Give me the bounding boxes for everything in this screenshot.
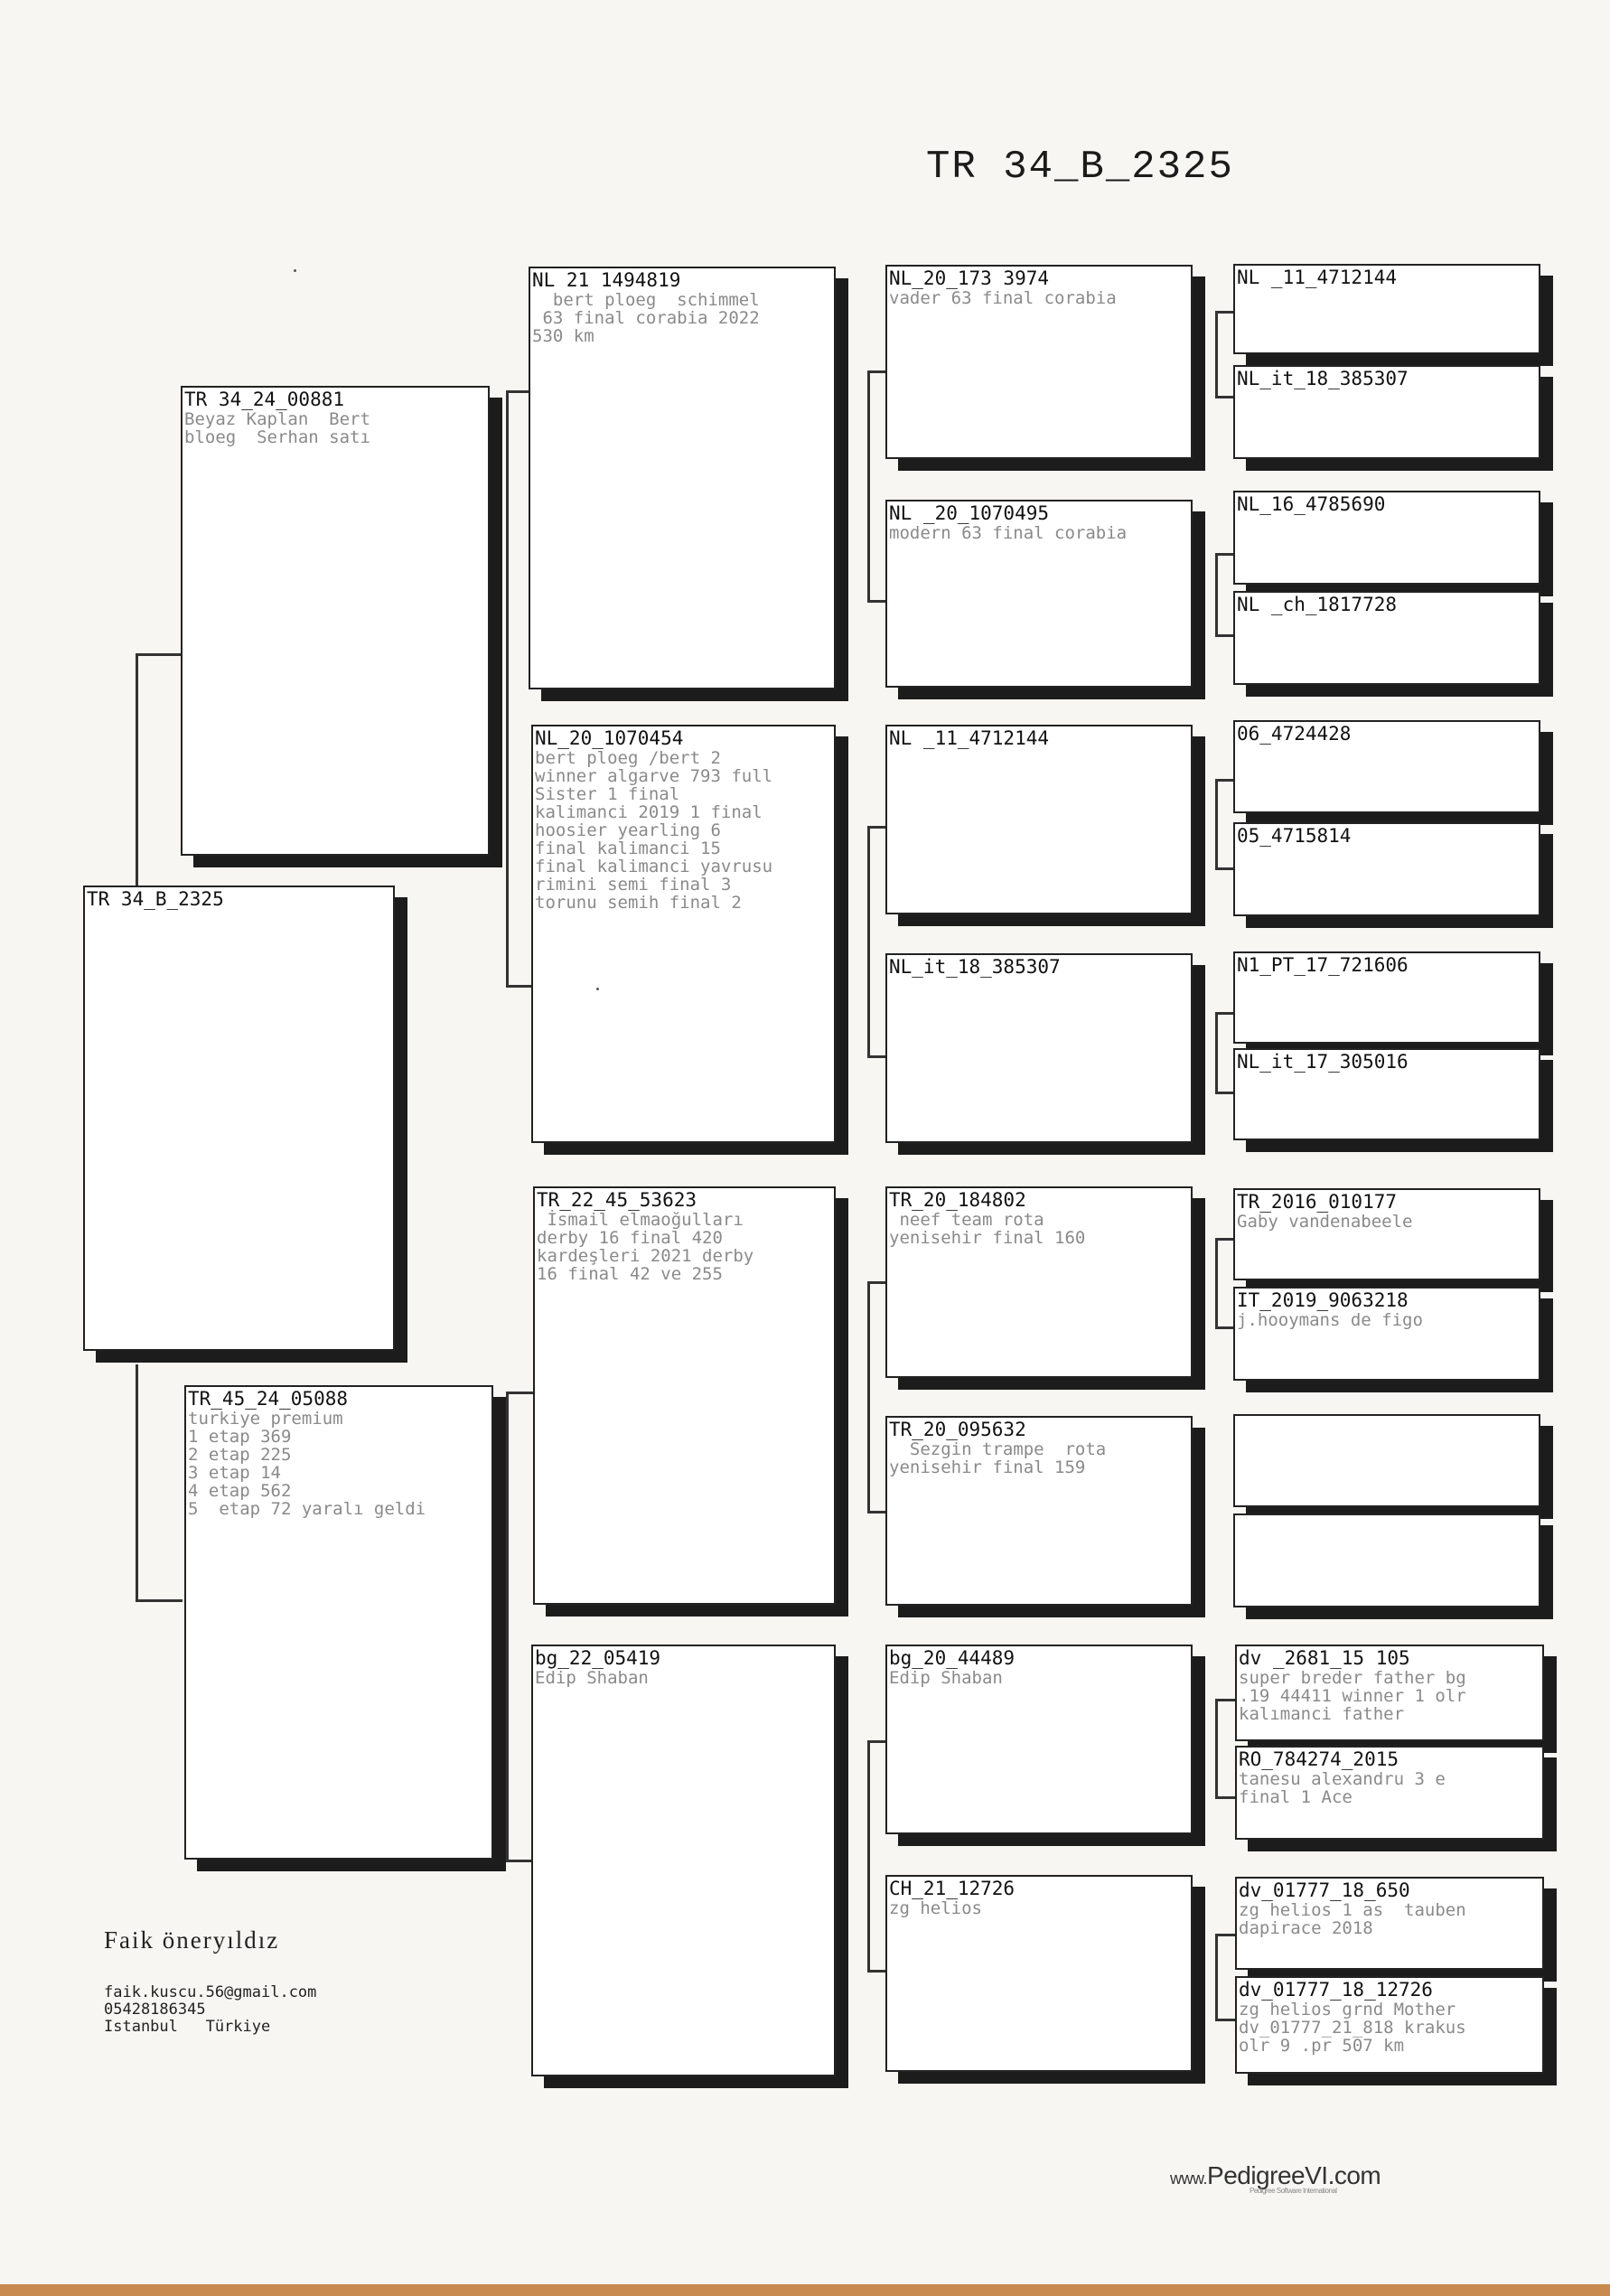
ring-number: TR 34_B_2325 <box>87 888 224 910</box>
owner-location: Istanbul Türkiye <box>104 2018 271 2036</box>
ring-number: NL 21 1494819 <box>532 269 681 291</box>
pedigree-box-gen4-8 <box>1233 1048 1540 1140</box>
bird-note: neef team rota yenisehir final 160 <box>889 1210 1086 1248</box>
connector <box>1215 1934 1235 1936</box>
bird-note: tanesu alexandru 3 e final 1 Ace <box>1239 1769 1446 1807</box>
brand-name: PedigreeVI <box>1207 2161 1328 2189</box>
owner-phone: 05428186345 <box>104 2001 206 2019</box>
pedigree-box-gen4-4 <box>1233 591 1540 685</box>
bird-note: j.hooymans de figo <box>1237 1310 1423 1330</box>
brand-tagline: Pedigree Software International <box>1250 2187 1337 2195</box>
pedigree-box-gen3-6 <box>885 1416 1193 1606</box>
ring-number: CH_21_12726 <box>889 1878 1016 1899</box>
bird-note: bert ploeg schimmel 63 final corabia 2022 530 km <box>532 290 760 346</box>
ring-number: TR_2016_010177 <box>1237 1191 1398 1213</box>
pedigree-box-gen4-15 <box>1235 1877 1544 1970</box>
connector <box>1215 553 1235 556</box>
connector <box>1215 1796 1235 1799</box>
bird-note: bert ploeg /bert 2 winner algarve 793 full Sister 1 final kalimanci 2019 1 final hoosier yearling 6 final kalimanci 15 final kalimanci yavrusu rimini semi final 3 torunu semih final 2 <box>535 748 773 913</box>
ring-number: TR_20_095632 <box>889 1419 1026 1440</box>
connector <box>506 985 533 988</box>
connector <box>1215 1092 1235 1094</box>
ring-number: NL _11_4712144 <box>1237 267 1398 288</box>
bird-note: zg helios grnd Mother dv_01777_21_818 krakus olr 9 .pr 507 km <box>1239 2000 1466 2056</box>
bird-note: Edip Shaban <box>889 1668 1003 1688</box>
ring-number: NL_16_4785690 <box>1237 493 1386 515</box>
ring-number: dv_01777_18_12726 <box>1239 1979 1433 2001</box>
ring-number: N1_PT_17_721606 <box>1237 954 1409 976</box>
connector <box>867 370 870 602</box>
owner-name: Faik öneryıldız <box>104 1926 280 1954</box>
pedigree-box-gen3-1 <box>885 265 1193 459</box>
ring-number <box>1235 1515 1539 1517</box>
connector <box>136 653 183 656</box>
pedigree-box-gen4-9 <box>1233 1188 1540 1280</box>
pedigree-box-dam <box>184 1385 493 1860</box>
ring-number: TR_45_24_05088 <box>188 1388 349 1410</box>
connector <box>1215 867 1235 870</box>
bird-note: turkiye premium 1 etap 369 2 etap 225 3 etap 14 4 etap 562 5 etap 72 yaralı geldi <box>188 1409 426 1519</box>
bird-note: Edip Shaban <box>535 1668 649 1688</box>
ring-number: bg_22_05419 <box>535 1647 661 1669</box>
ring-number: NL _11_4712144 <box>889 727 1050 749</box>
bird-note: zg helios 1 as tauben dapirace 2018 <box>1239 1900 1466 1938</box>
pedigree-box-gen4-13 <box>1235 1645 1544 1741</box>
ring-number: dv _2681_15 105 <box>1239 1647 1410 1669</box>
pedigree-box-gen3-4 <box>885 953 1193 1143</box>
pedigree-box-subject <box>83 886 395 1351</box>
pedigree-box-gen4-16 <box>1235 1976 1544 2074</box>
page-title: TR 34_B_2325 <box>926 145 1234 190</box>
pedigree-box-gen4-5 <box>1233 720 1540 813</box>
ring-number: NL _20_1070495 <box>889 502 1050 524</box>
pedigree-box-dam-sire <box>533 1186 836 1605</box>
connector <box>1215 1238 1235 1241</box>
ring-number: NL_20_1070454 <box>535 727 684 749</box>
connector <box>1215 396 1235 398</box>
page-edge <box>0 2284 1610 2296</box>
ring-number: TR_22_45_53623 <box>537 1189 697 1211</box>
bird-note: modern 63 final corabia <box>889 523 1128 543</box>
bird-note: İsmail elmaoğulları derby 16 final 420 kardeşleri 2021 derby 16 final 42 ve 255 <box>537 1210 754 1284</box>
pedigree-box-gen4-12 <box>1233 1513 1540 1607</box>
connector <box>136 653 138 890</box>
connector <box>1215 1012 1218 1093</box>
ring-number: TR_20_184802 <box>889 1189 1026 1211</box>
bird-note: Sezgin trampe rota yenisehir final 159 <box>889 1439 1107 1477</box>
owner-contact <box>104 1984 316 2036</box>
ring-number: NL_it_17_305016 <box>1237 1051 1409 1073</box>
connector <box>1215 1326 1235 1329</box>
bird-note: Gaby vandenabeele <box>1237 1212 1413 1232</box>
pedigree-box-sire-dam <box>531 725 836 1143</box>
ring-number: NL _ch_1817728 <box>1237 594 1398 615</box>
pedigree-box-gen3-5 <box>885 1186 1193 1378</box>
ring-number: TR 34_24_00881 <box>184 389 345 410</box>
ring-number: 06_4724428 <box>1237 723 1352 745</box>
connector <box>1215 311 1218 398</box>
pedigree-box-sire <box>181 386 490 856</box>
ring-number: NL_20_173 3974 <box>889 267 1050 289</box>
ring-number: NL_it_18_385307 <box>1237 368 1409 389</box>
connector <box>1215 1934 1218 2020</box>
pedigree-box-gen3-3 <box>885 725 1193 914</box>
ring-number: 05_4715814 <box>1237 825 1352 847</box>
bird-note: zg helios <box>889 1898 982 1918</box>
ring-number: IT_2019_9063218 <box>1237 1289 1409 1311</box>
speck <box>596 988 599 990</box>
connector <box>1215 1012 1235 1015</box>
pedigree-box-dam-dam <box>531 1645 836 2076</box>
pedigree-box-gen4-6 <box>1233 822 1540 916</box>
connector <box>1215 311 1235 314</box>
connector <box>867 826 870 1057</box>
connector <box>136 1364 138 1601</box>
pedigree-box-gen3-2 <box>885 500 1193 688</box>
connector <box>506 1392 533 1394</box>
connector <box>867 1740 870 1972</box>
brand-logo <box>1170 2161 1381 2195</box>
ring-number: NL_it_18_385307 <box>889 956 1061 978</box>
owner-email: faik.kuscu.56@gmail.com <box>104 1983 317 2001</box>
pedigree-box-gen4-10 <box>1233 1287 1540 1381</box>
pedigree-box-gen3-8 <box>885 1875 1193 2072</box>
pedigree-box-gen4-14 <box>1235 1746 1544 1840</box>
bird-note: super breder father bg .19 44411 winner 1 olr kalımanci father <box>1239 1668 1466 1724</box>
ring-number: RO_784274_2015 <box>1239 1748 1399 1770</box>
pedigree-box-gen4-3 <box>1233 491 1540 585</box>
connector <box>1215 1238 1218 1328</box>
pedigree-box-sire-sire <box>529 267 836 689</box>
connector <box>506 1392 509 1861</box>
connector <box>506 1860 533 1862</box>
pedigree-box-gen4-2 <box>1233 365 1540 459</box>
brand-tld: .com <box>1327 2161 1381 2189</box>
connector <box>1215 779 1218 869</box>
connector <box>136 1599 183 1602</box>
connector <box>1215 1699 1218 1798</box>
ring-number <box>1235 1416 1539 1418</box>
brand-www: www. <box>1170 2169 1208 2188</box>
bird-note: vader 63 final corabia <box>889 288 1117 308</box>
connector <box>1215 779 1235 782</box>
connector <box>867 1281 870 1513</box>
ring-number: bg_20_44489 <box>889 1647 1016 1669</box>
bird-note: Beyaz Kaplan Bert bloeg Serhan satı <box>184 409 370 447</box>
pedigree-box-gen4-11 <box>1233 1414 1540 1507</box>
connector <box>1215 1699 1235 1701</box>
connector <box>1215 2019 1235 2021</box>
pedigree-box-gen3-7 <box>885 1645 1193 1834</box>
speck <box>294 269 296 272</box>
pedigree-box-gen4-1 <box>1233 264 1540 354</box>
connector <box>1215 553 1218 636</box>
connector <box>1215 634 1235 637</box>
ring-number: dv_01777_18_650 <box>1239 1879 1410 1901</box>
connector <box>506 390 509 987</box>
pedigree-box-gen4-7 <box>1233 951 1540 1044</box>
